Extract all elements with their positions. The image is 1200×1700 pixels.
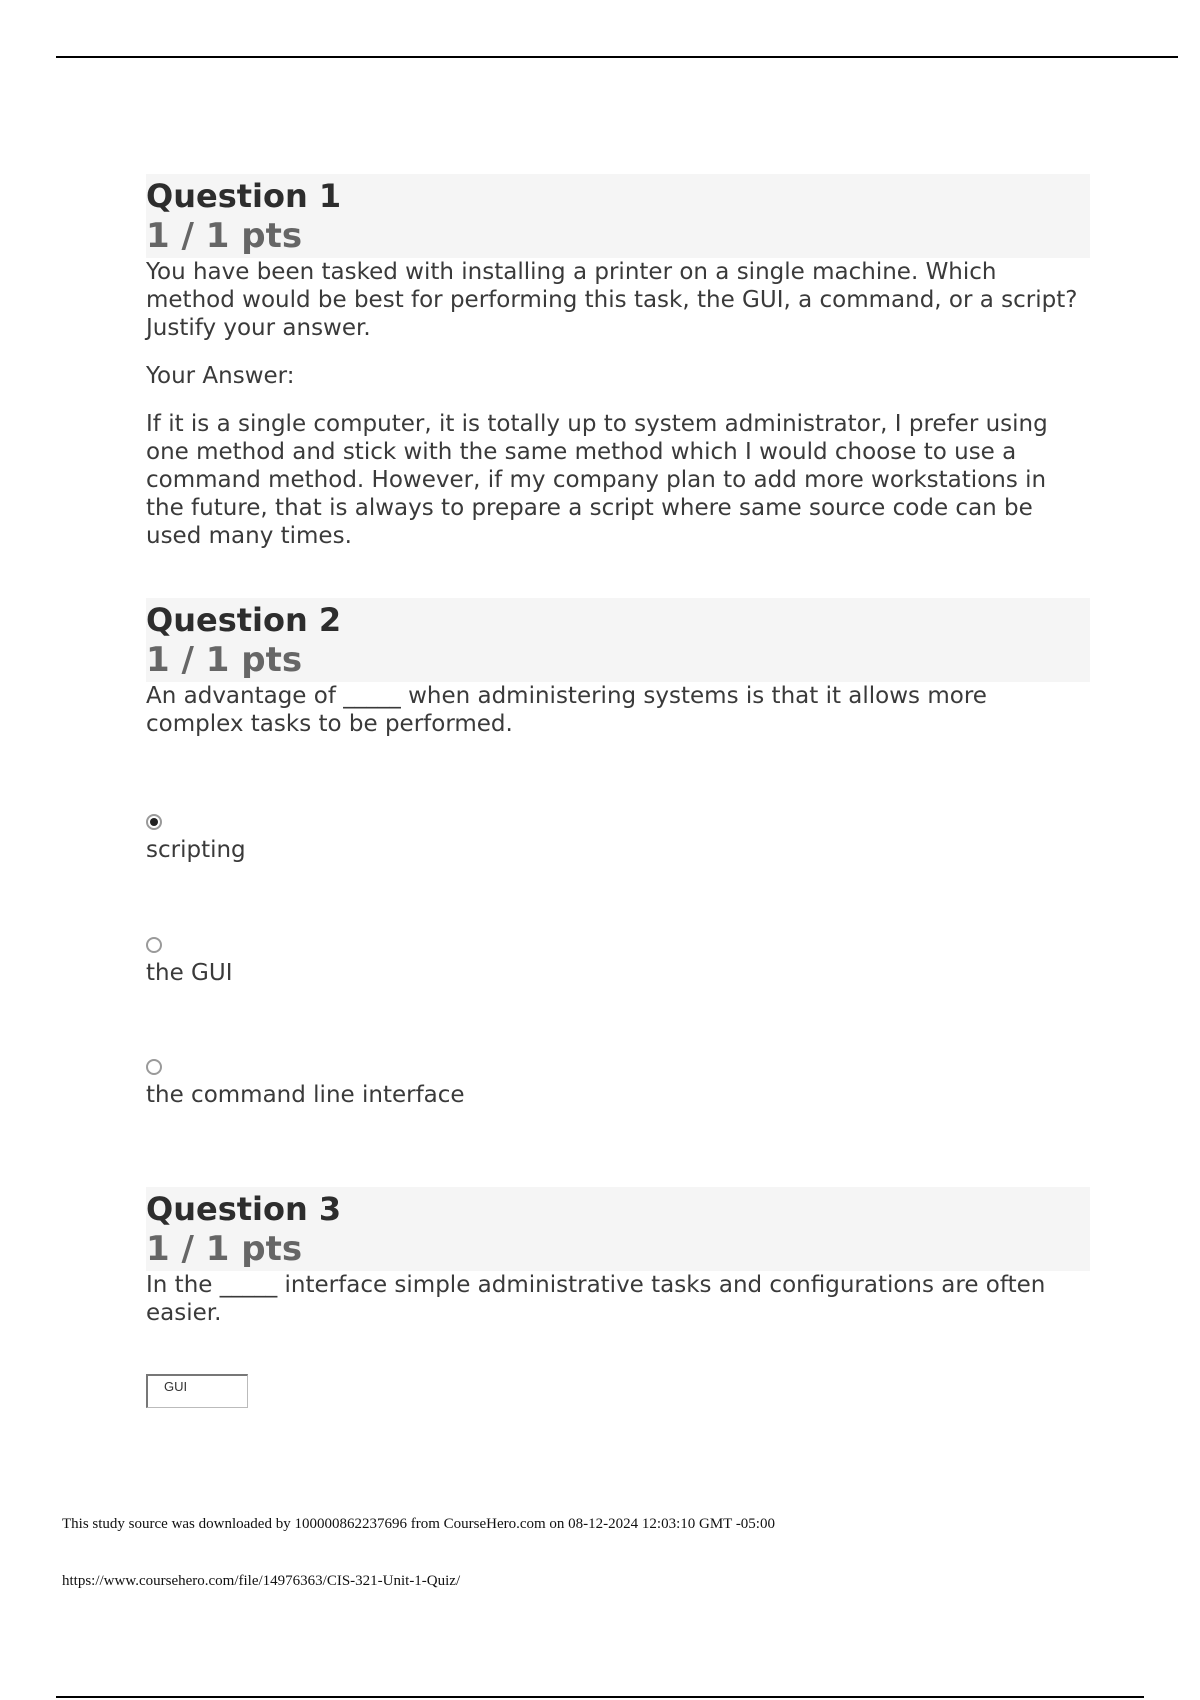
fill-in-answer-field[interactable]: GUI: [146, 1374, 248, 1408]
source-url: https://www.coursehero.com/file/14976363/CIS-321-Unit-1-Quiz/: [62, 1573, 461, 1589]
answer-option-command-line[interactable]: [146, 1059, 465, 1109]
question-points: 1 / 1 pts: [146, 1229, 303, 1269]
question-2: [146, 598, 1090, 738]
question-3: [146, 1187, 1090, 1327]
question-header: [146, 174, 1090, 258]
question-header: [146, 598, 1090, 682]
option-label: the command line interface: [146, 1082, 465, 1108]
answer-label: Your Answer:: [146, 363, 295, 389]
option-label: the GUI: [146, 960, 233, 986]
question-points: 1 / 1 pts: [146, 640, 303, 680]
question-text: In the _____ interface simple administrative tasks and configurations are often easier.: [146, 1272, 1046, 1326]
question-header: [146, 1187, 1090, 1271]
question-title: Question 1: [146, 177, 342, 215]
radio-button[interactable]: [146, 1059, 162, 1075]
question-text: You have been tasked with installing a printer on a single machine. Which method would be best for performing this task, the GUI, a command, or a script? Justify your answer.: [146, 259, 1078, 341]
bottom-rule: [56, 1696, 1144, 1698]
question-title: Question 2: [146, 601, 342, 639]
radio-button[interactable]: [146, 937, 162, 953]
top-rule: [56, 56, 1178, 58]
answer-option-the-gui[interactable]: [146, 937, 233, 987]
question-text: An advantage of _____ when administering systems is that it allows more complex tasks to be performed.: [146, 683, 987, 737]
question-1: [146, 174, 1090, 550]
source-note: This study source was downloaded by 100000862237696 from CourseHero.com on 08-12-2024 12:03:10 GMT -05:00: [62, 1516, 775, 1532]
question-points: 1 / 1 pts: [146, 216, 303, 256]
question-title: Question 3: [146, 1190, 342, 1228]
radio-button-selected[interactable]: [146, 814, 162, 830]
option-label: scripting: [146, 837, 246, 863]
answer-text: If it is a single computer, it is totally up to system administrator, I prefer using one method and stick with the same method which I would choose to use a command method. However, if my company plan to add more workstations in the future, that is always to prepare a script where same source code can be used many times.: [146, 411, 1048, 549]
answer-option-scripting[interactable]: [146, 814, 246, 864]
